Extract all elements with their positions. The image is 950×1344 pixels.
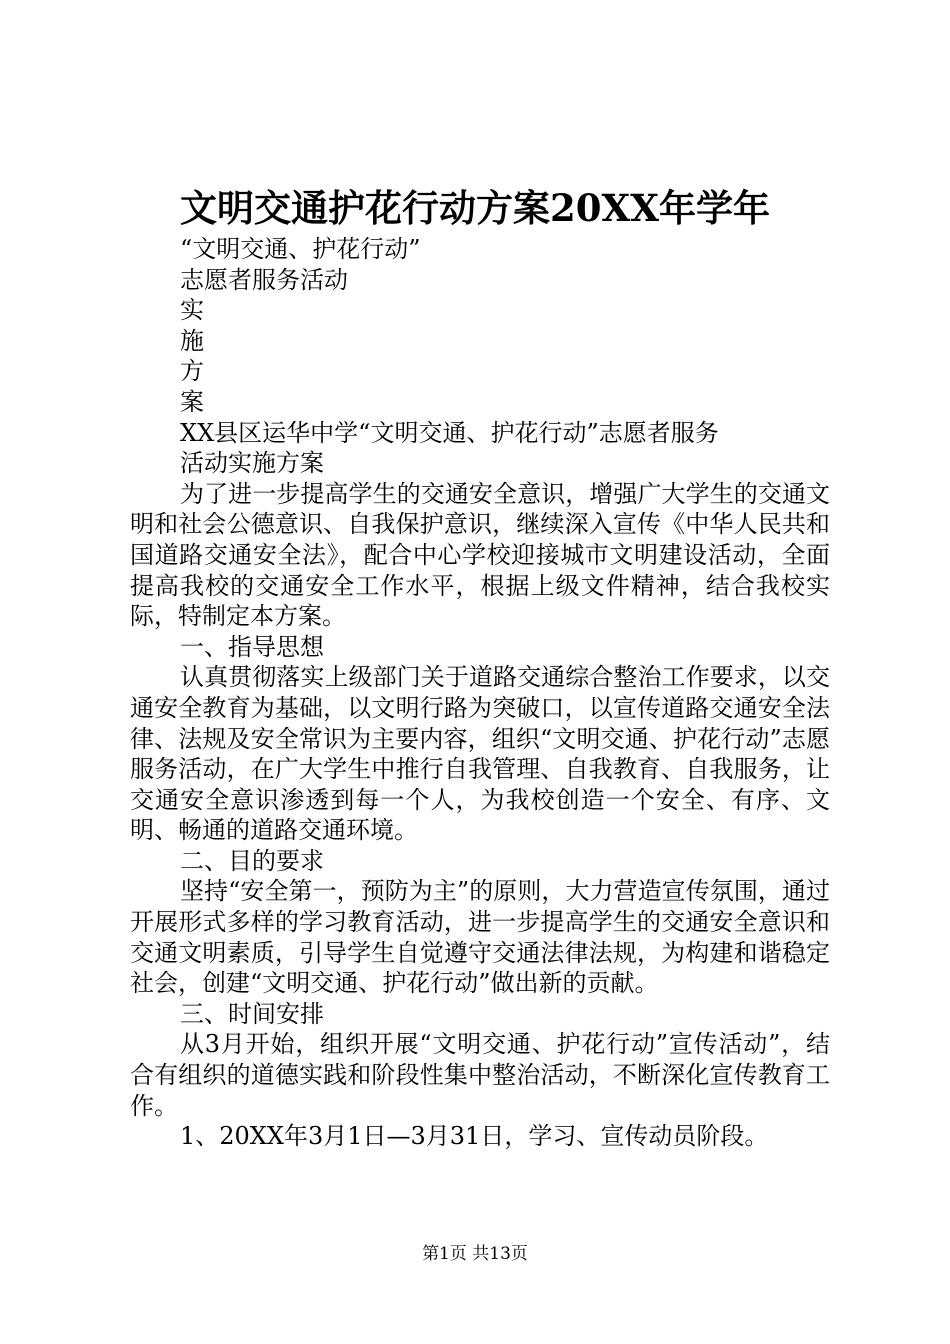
document-title: 文明交通护花行动方案20XX年学年 [180,186,770,230]
subtitle-line: 实 [180,296,204,325]
schedule-item: 1、20XX年3月1日—3月31日，学习、宣传动员阶段。 [180,1122,769,1151]
subtitle-line: 志愿者服务活动 [180,265,348,294]
page-indicator: 第1页 共13页 [422,1244,528,1264]
subtitle-line: 施 [180,326,204,355]
section-heading: 三、时间安排 [180,999,324,1028]
section-heading: 一、指导思想 [180,632,324,661]
section-paragraph: 坚持“安全第一，预防为主”的原则，大力营造宣传氛围，通过开展形式多样的学习教育活动，进一步提高学生的交通安全意识和交通文明素质，引导学生自觉遵守交通法律法规，为构建和谐稳定社会，创建“文明交通、护花行动”做出新的贡献。 [130,877,830,998]
subtitle-line: “文明交通、护花行动” [180,235,421,263]
subtitle-line: 案 [180,387,204,416]
intro-paragraph: 为了进一步提高学生的交通安全意识，增强广大学生的交通文明和社会公德意识、自我保护意识，继续深入宣传《中华人民共和国道路交通安全法》，配合中心学校迎接城市文明建设活动，全面提高我校的交通安全工作水平，根据上级文件精神，结合我校实际，特制定本方案。 [130,479,830,631]
subtitle-line: 活动实施方案 [180,449,324,478]
subtitle-line: XX县区运华中学“文明交通、护花行动”志愿者服务 [180,418,719,447]
section-heading: 二、目的要求 [180,846,324,875]
document-body [130,234,830,1152]
subtitle-line: 方 [180,357,204,386]
section-paragraph: 从3月开始，组织开展“文明交通、护花行动”宣传活动”，结合有组织的道德实践和阶段性集中整治活动，不断深化宣传教育工作。 [130,1030,830,1120]
section-paragraph: 认真贯彻落实上级部门关于道路交通综合整治工作要求，以交通安全教育为基础，以文明行路为突破口，以宣传道路交通安全法律、法规及安全常识为主要内容，组织“文明交通、护花行动”志愿服务活动，在广大学生中推行自我管理、自我教育、自我服务，让交通安全意识渗透到每一个人，为我校创造一个安全、有序、文明、畅通的道路交通环境。 [130,663,830,845]
